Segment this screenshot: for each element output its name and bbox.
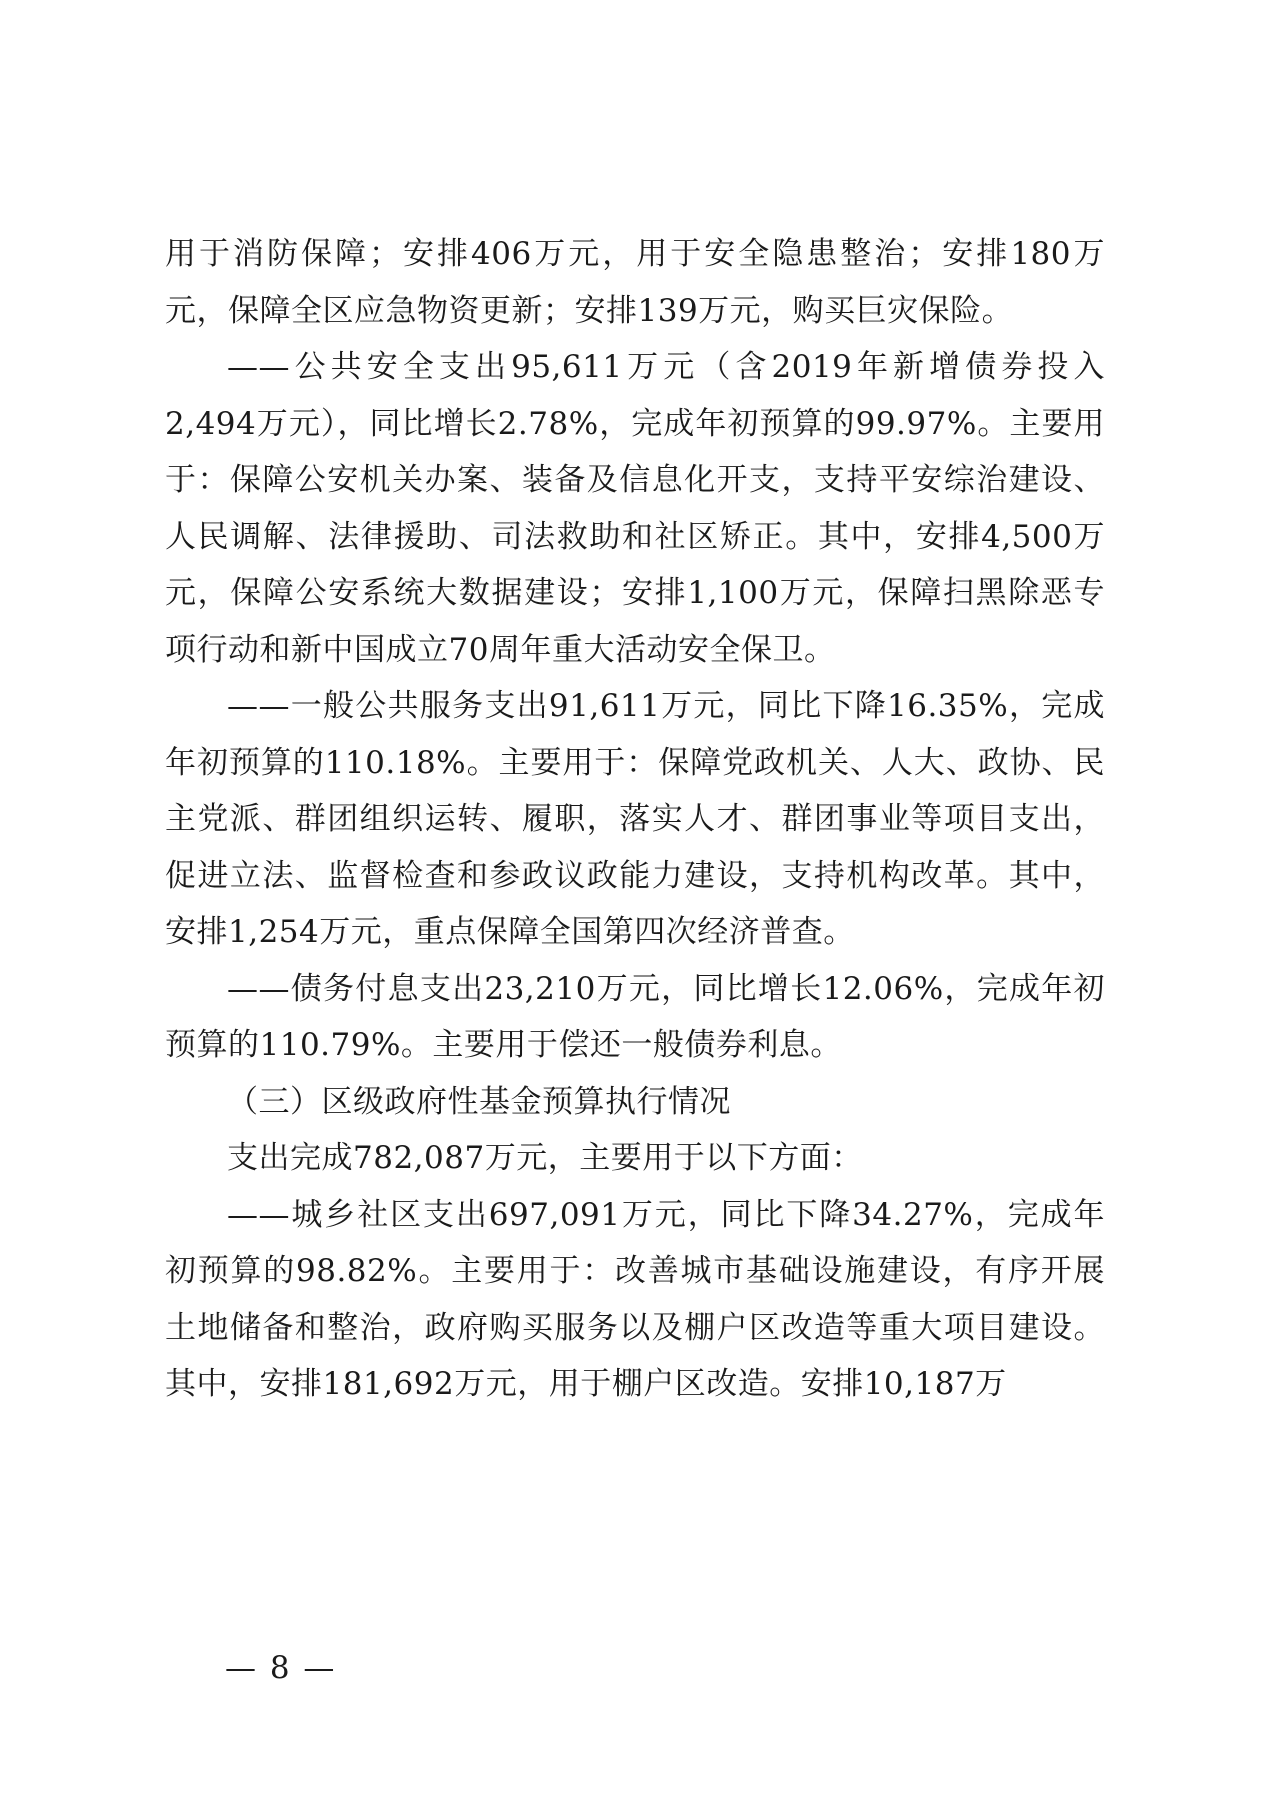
paragraph-urban-rural-community: ——城乡社区支出697,091万元，同比下降34.27%，完成年初预算的98.82%。主要用于：改善城市基础设施建设，有序开展土地储备和整治，政府购买服务以及棚户区改造等重大项目建设。其中，安排181,692万元，用于棚户区改造。安排10,187万 — [165, 1196, 1105, 1402]
paragraph-fund-expenditure: 支出完成782,087万元，主要用于以下方面： — [227, 1140, 863, 1176]
paragraph-debt-interest: ——债务付息支出23,210万元，同比增长12.06%，完成年初预算的110.79%。主要用于偿还一般债券利息。 — [165, 970, 1105, 1063]
paragraph-general-public-service: ——一般公共服务支出91,611万元，同比下降16.35%，完成年初预算的110.18%。主要用于：保障党政机关、人大、政协、民主党派、群团组织运转、履职，落实人才、群团事业等项目支出，促进立法、监督检查和参政议政能力建设，支持机构改革。其中，安排1,254万元，重点保障全国第四次经济普查。 — [165, 688, 1105, 950]
page-number: — 8 — — [225, 1650, 337, 1686]
paragraph-public-safety: ——公共安全支出95,611万元（含2019年新增债券投入2,494万元），同比增长2.78%，完成年初预算的99.97%。主要用于：保障公安机关办案、装备及信息化开支，支持平安综治建设、人民调解、法律援助、司法救助和社区矫正。其中，安排4,500万元，保障公安系统大数据建设；安排1,100万元，保障扫黑除恶专项行动和新中国成立70周年重大活动安全保卫。 — [165, 349, 1105, 668]
section-heading: （三）区级政府性基金预算执行情况 — [227, 1083, 731, 1120]
paragraph-continued: 用于消防保障；安排406万元，用于安全隐患整治；安排180万元，保障全区应急物资更新；安排139万元，购买巨灾保险。 — [165, 236, 1105, 329]
document-body — [165, 226, 1105, 1413]
